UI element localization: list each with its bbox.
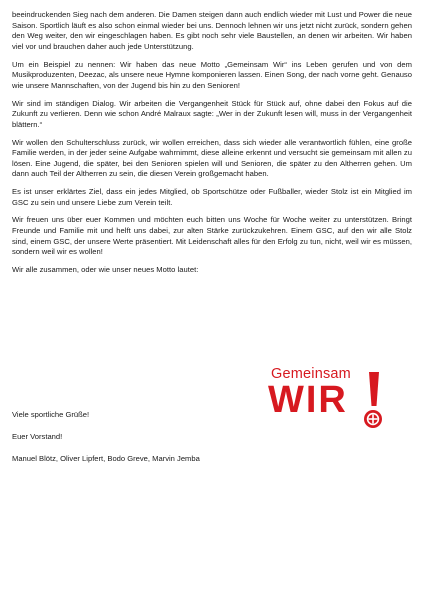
- closing-signoff: Euer Vorstand!: [12, 432, 63, 441]
- paragraph-motto-intro: Wir alle zusammen, oder wie unser neues Motto lautet:: [12, 265, 199, 274]
- exclamation-club-crest-icon: [357, 366, 387, 436]
- paragraph-invitation: Wir freuen uns über euer Kommen und möchten euch bitten uns Woche für Woche weiter zu unterstützen. Bringt Freunde und Familie mit und helft uns dabei, zur alten Stärke zurückzukehren. Einem GSC, auf den wir alle Stolz sind, einem GSC, der unsere Werte präsentiert. Mit Leidenschaft alles für den Erfolg zu tun, nicht, weil wir es müssen, sondern weil wir es wollen!: [12, 215, 412, 257]
- logo-word-wir: WIR: [268, 379, 348, 421]
- letter-body: [12, 10, 412, 283]
- logo-word-gemeinsam: Gemeinsam: [271, 366, 351, 382]
- paragraph-solidarity: Wir wollen den Schulterschluss zurück, wir wollen erreichen, dass sich wieder alle verantwortlich fühlen, eine große Familie werden, in der jeder seine Aufgabe wahrnimmt, diese alleine erkennt und versucht sie gemeinsam mit allen zu lösen. Eine Jugend, die später, bei den Senioren spielen will und Senioren, die später zu den Altherren gehen. Um dann auch Teil der Altherren zu sein, die diesen Verein großgemacht haben.: [12, 137, 412, 179]
- gemeinsam-wir-logo: [268, 366, 389, 436]
- closing-greeting: Viele sportliche Grüße!: [12, 410, 90, 419]
- paragraph-goal: Es ist unser erklärtes Ziel, dass ein jedes Mitglied, ob Sportschütze oder Fußballer, wieder Stolz ist ein Mitglied im GSC zu sein und unsere Liebe zum Verein teilt.: [12, 187, 412, 207]
- closing-names: Manuel Blötz, Oliver Lipfert, Bodo Greve, Marvin Jemba: [12, 454, 200, 463]
- paragraph-season-results: beeindruckenden Sieg nach dem anderen. Die Damen steigen dann auch endlich wieder mit Lust und Power die neue Saison. Sportlich läuft es also schon einmal wieder bei uns. Dennoch lehnen wir uns jetzt nicht zurück, sondern gehen den Weg weiter, den wir eingeschlagen haben. Es gibt noch sehr viele Baustellen, an denen wir arbeiten. Wir haben viel vor und brauchen daher auch jede Unterstützung.: [12, 10, 412, 51]
- paragraph-dialog: Wir sind im ständigen Dialog. Wir arbeiten die Vergangenheit Stück für Stück auf, ohne dabei den Fokus auf die Zukunft zu verlieren. Denn wie schon André Malraux sagte: „Wer in der Zukunft lesen will, muss in der Vergangenheit blättern.“: [12, 98, 412, 129]
- paragraph-motto-hymn: Um ein Beispiel zu nennen: Wir haben das neue Motto „Gemeinsam Wir“ ins Leben gerufen und von dem Musikproduzenten, Deezac, als unsere neue Hymne komponieren lassen. Einen Song, der nach vorne geht. Genauso wie unsere Mannschaften, von der Jugend bis hin zu den Senioren!: [12, 59, 412, 90]
